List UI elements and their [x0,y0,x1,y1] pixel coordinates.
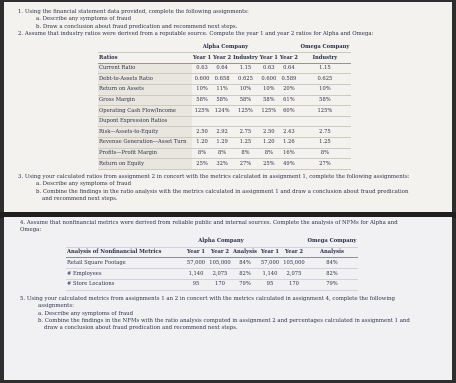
table-row: Risk—Assets-to-Equity 2.50 2.92 2.75 2.50 2.43 2.75 [98,127,351,138]
table-row: Revenue Generation—Asset Turn 1.20 1.29 1.25 1.20 1.26 1.25 [98,137,351,148]
col-omega-year1: Year 1 [259,53,279,64]
alpha-company-header: Alpha Company [184,237,258,247]
table-row: Dupont Expression Ratios [98,116,351,127]
nfm-table [66,237,358,291]
question-5: 5. Using your calculated metrics from assignments 1 an 2 in concert with the metrics calculated in assignment 4, complete the following [20,295,395,302]
worksheet-lower [4,217,452,380]
question-3: 3. Using your calculated ratios from assignment 2 in concert with the metrics calculated in assignment 1, complete the following assignments: [18,173,410,180]
col-industry: Industry [232,53,259,64]
omega-company-header: Omega Company [299,43,351,53]
question-1b: b. Draw a conclusion about fraud predication and recommend next steps. [36,23,238,30]
table-row: Operating Cash Flow/Income 125% 124% 125% 125% 60% 125% [98,106,351,117]
question-5b-cont: draw a conclusion about fraud predication and recommend next steps. [44,325,238,332]
col-omega-analysis: Analysis [306,247,358,258]
col-year1: Year 1 [184,247,208,258]
question-3b-cont: and recommend next steps. [42,195,118,202]
col-omega-industry: Industry [299,53,351,64]
question-3a: a. Describe any symptoms of fraud [36,181,132,188]
alpha-company-header: Alpha Company [192,43,259,53]
col-analysis: Analysis [232,247,258,258]
col-omega-year2: Year 2 [282,247,306,258]
nfm-table-group-header [66,237,358,247]
question-3b: b. Combine the findings in the ratio analysis with the metrics calculated in assignment 1 and draw a conclusion about fraud predication [36,188,409,195]
table-row: Return on Assets 10% 11% 10% 10% 20% 10% [98,85,351,96]
question-2: 2. Assume that industry ratios were derived from a reputable source. Compute the year 1 and year 2 ratios for Alpha and Omega: [18,31,374,38]
omega-company-header: Omega Company [306,237,358,247]
question-1a: a. Describe any symptoms of fraud [36,16,132,23]
table-row: Return on Equity 25% 32% 27% 25% 49% 27% [98,159,351,170]
worksheet-upper [4,2,452,213]
col-year2: Year 2 [208,247,232,258]
table-row: # Store Locations 95 170 79% 95 170 79% [66,280,358,291]
question-5a: a. Describe any symptoms of fraud [38,310,134,317]
col-year1: Year 1 [192,53,212,64]
table-row: Profits—Profit Margin 8% 8% 8% 8% 16% 8% [98,148,351,159]
col-omega-year1: Year 1 [258,247,282,258]
table-row: # Employees 1,140 2,075 82% 1,140 2,075 82% [66,269,358,280]
table-row: Retail Square Footage 57,000 105,000 84% 57,000 105,000 84% [66,258,358,269]
question-4: 4. Assume that nonfinancial metrics were derived from reliable public and internal sources. Complete the analysis of NFMs for Alpha and [20,220,398,226]
ratio-table-column-header [98,53,351,64]
question-1: 1. Using the financial statement data provided, complete the following assignments: [18,9,249,15]
table-row: Debt-to-Assets Ratio 0.600 0.658 0.625 0.600 0.589 0.625 [98,74,351,85]
table-row: Gross Margin 58% 58% 58% 58% 61% 58% [98,95,351,106]
question-5-cont: assignments: [38,303,74,310]
question-5b: b. Combine the findings in the NFMs with the ratio analysis computed in assignment 2 and percentages calculated in assignment 1 and [38,318,410,325]
col-omega-year2: Year 2 [279,53,299,64]
nfm-table-column-header [66,247,358,258]
question-4-cont: Omega: [20,227,42,234]
ratio-table [98,43,351,170]
col-ratios: Ratios [98,53,192,64]
table-row: Current Ratio 0.63 0.64 1.15 0.63 0.64 1.15 [98,63,351,74]
col-year2: Year 2 [212,53,232,64]
col-nfm: Analysis of Nonfinancial Metrics [66,247,184,258]
ratio-table-group-header [98,43,351,53]
